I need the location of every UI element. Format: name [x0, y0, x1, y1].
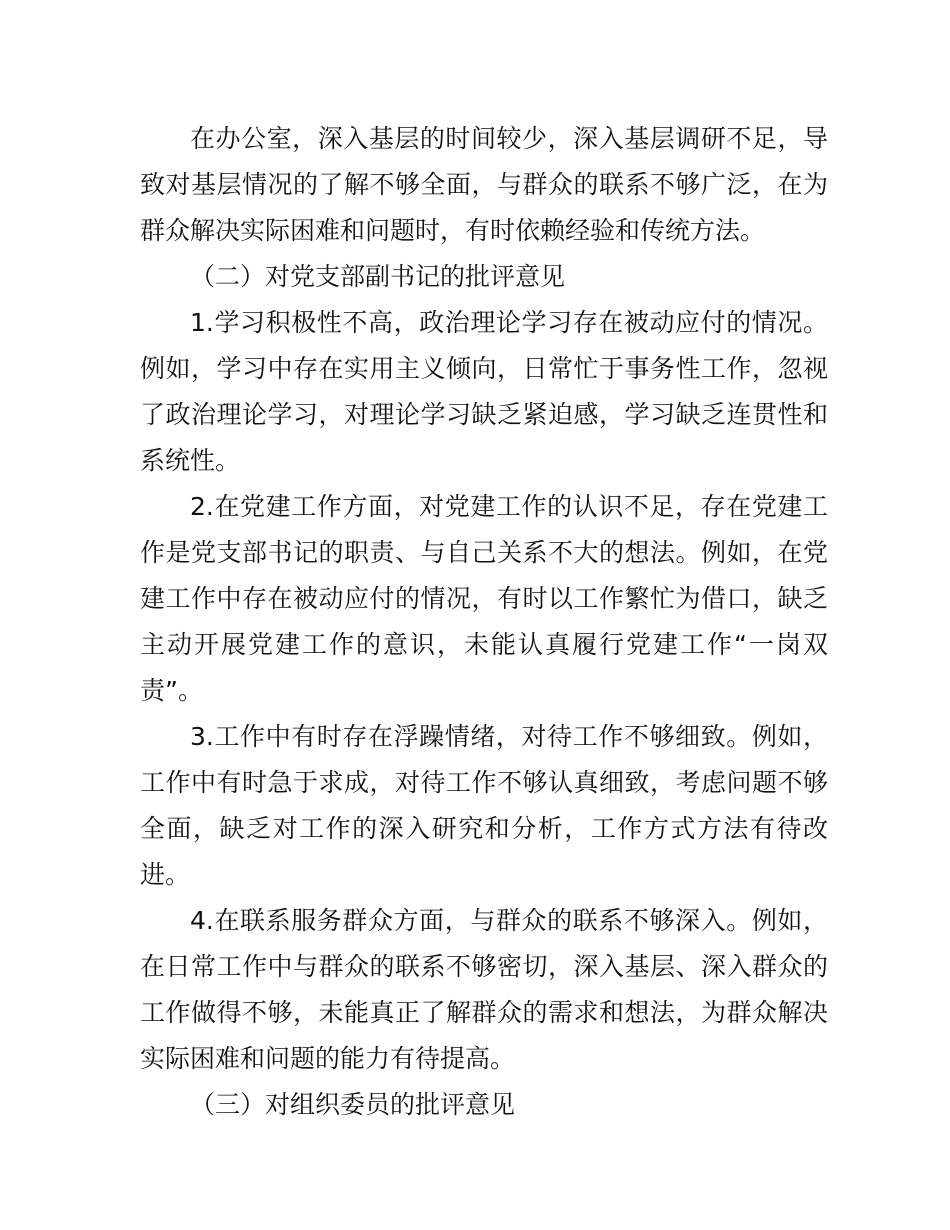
paragraph-item-1: 1.学习积极性不高，政治理论学习存在被动应付的情况。例如，学习中存在实用主义倾向，日常忙于事务性工作，忽视了政治理论学习，对理论学习缺乏紧迫感，学习缺乏连贯性和系统性。	[140, 308, 828, 475]
paragraph-item-4: 4.在联系服务群众方面，与群众的联系不够深入。例如，在日常工作中与群众的联系不够密切，深入基层、深入群众的工作做得不够，未能真正了解群众的需求和想法，为群众解决实际困难和问题的能力有待提高。	[140, 906, 828, 1073]
section-heading-2: （二）对党支部副书记的批评意见	[190, 262, 566, 291]
paragraph-intro: 在办公室，深入基层的时间较少，深入基层调研不足，导致对基层情况的了解不够全面，与群众的联系不够广泛，在为群众解决实际困难和问题时，有时依赖经验和传统方法。	[140, 124, 828, 245]
document-body	[140, 116, 828, 1128]
paragraph-item-3: 3.工作中有时存在浮躁情绪，对待工作不够细致。例如，工作中有时急于求成，对待工作不够认真细致，考虑问题不够全面，缺乏对工作的深入研究和分析，工作方式方法有待改进。	[140, 722, 828, 889]
paragraph-item-2: 2.在党建工作方面，对党建工作的认识不足，存在党建工作是党支部书记的职责、与自己关系不大的想法。例如，在党建工作中存在被动应付的情况，有时以工作繁忙为借口，缺乏主动开展党建工作的意识，未能认真履行党建工作“一岗双责”。	[140, 492, 828, 705]
section-heading-3: （三）对组织委员的批评意见	[190, 1090, 516, 1119]
